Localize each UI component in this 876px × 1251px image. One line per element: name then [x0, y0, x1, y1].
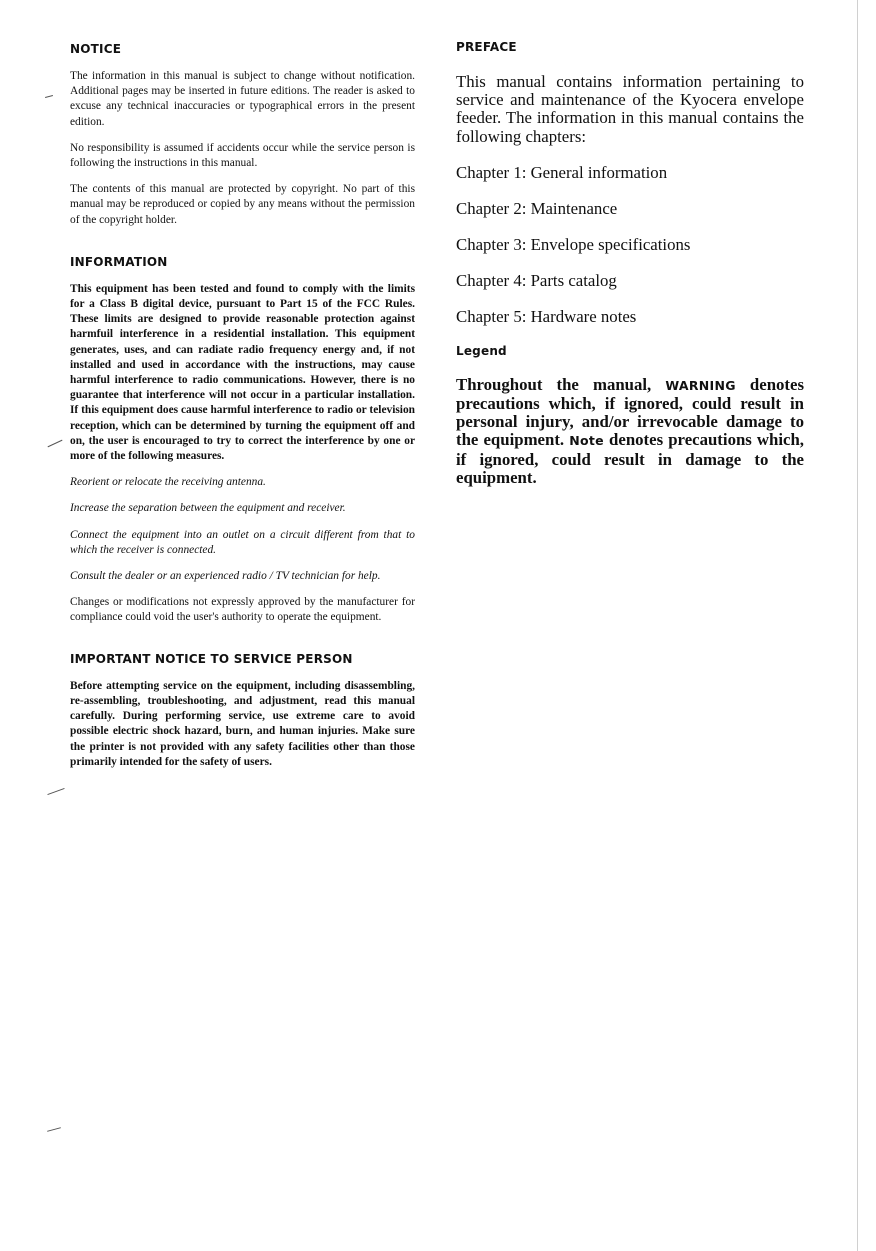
- chapter-list-item: Chapter 4: Parts catalog: [456, 270, 617, 290]
- warning-keyword: WARNING: [665, 377, 736, 393]
- service-notice-paragraph: Before attempting service on the equipment, including disassembling, re-assembling, troubleshooting, and adjustment, read this manual carefully. During performing service, use extreme care to avoid possible electric shock hazard, burn, and human injuries. Make sure the printer is not provided with any safety facilities other than those primarily intended for the safety of users.: [70, 679, 415, 768]
- preface-paragraph: This manual contains information pertaining to service and maintenance of the Kyocera envelope feeder. The information in this manual contains the following chapters:: [456, 72, 804, 146]
- notice-paragraph-responsibility: No responsibility is assumed if accidents occur while the service person is following the instructions in this manual.: [70, 141, 415, 170]
- information-paragraph-modifications: Changes or modifications not expressly approved by the manufacturer for compliance could void the user's authority to operate the equipment.: [70, 596, 415, 624]
- legend-text-note: denotes precautions which, if ignored, could result in damage to the equipment.: [456, 430, 805, 487]
- notice-heading: NOTICE: [70, 42, 122, 56]
- page-edge-line: [857, 0, 858, 1251]
- legend-text-intro: Throughout the manual,: [456, 374, 652, 394]
- scan-mark: [47, 1127, 61, 1132]
- right-column: [456, 40, 804, 487]
- notice-paragraph-changes: The information in this manual is subject to change without notification. Additional pages may be inserted in future editions. The reader is asked to excuse any technical inaccuracies or typographical errors in the present edition.: [70, 70, 415, 128]
- scan-mark: [48, 440, 63, 448]
- information-paragraph-fcc: This equipment has been tested and found to comply with the limits for a Class B digital device, pursuant to Part 15 of the FCC Rules. These limits are designed to provide reasonable protection against harmfuil interference in a residential installation. This equipment generates, uses, and can radiate radio frequency energy and, if not installed and used in accordance with the instructions, may cause harmful interference to radio communications. However, there is no guarantee that interference will not occur in a particular installation. If this equipment does cause harmful interference to radio or television reception, which can be determined by turning the equipment off and on, the user is encouraged to try to correct the interference by one or more of the following measures.: [70, 282, 415, 463]
- left-column: [70, 40, 415, 770]
- information-measure-consult: Consult the dealer or an experienced radio / TV technician for help.: [70, 570, 381, 583]
- chapter-list-item: Chapter 5: Hardware notes: [456, 306, 637, 326]
- preface-heading: PREFACE: [456, 40, 517, 54]
- legend-paragraph: [456, 376, 804, 487]
- information-measure-separation: Increase the separation between the equipment and receiver.: [70, 502, 346, 515]
- information-measure-reorient: Reorient or relocate the receiving antenna.: [70, 476, 266, 489]
- note-keyword: Note: [569, 433, 604, 449]
- legend-heading: Legend: [456, 343, 507, 358]
- information-heading: INFORMATION: [70, 254, 168, 269]
- chapter-list-item: Chapter 2: Maintenance: [456, 198, 618, 218]
- notice-paragraph-copyright: The contents of this manual are protected by copyright. No part of this manual may be reproduced or copied by any means without the permission of the copyright holder.: [70, 183, 415, 226]
- scan-mark: [47, 788, 64, 795]
- information-measure-outlet: Connect the equipment into an outlet on a circuit different from that to which the receiver is connected.: [70, 528, 415, 556]
- service-notice-heading: IMPORTANT NOTICE TO SERVICE PERSON: [70, 651, 353, 666]
- chapter-list-item: Chapter 1: General information: [456, 162, 668, 182]
- legend-text-warning: denotes precautions which, if ignored, could result in personal injury, and/or irrevocable damage to the equipment.: [456, 374, 804, 450]
- scan-mark: [45, 95, 53, 98]
- chapter-list-item: Chapter 3: Envelope specifications: [456, 234, 691, 254]
